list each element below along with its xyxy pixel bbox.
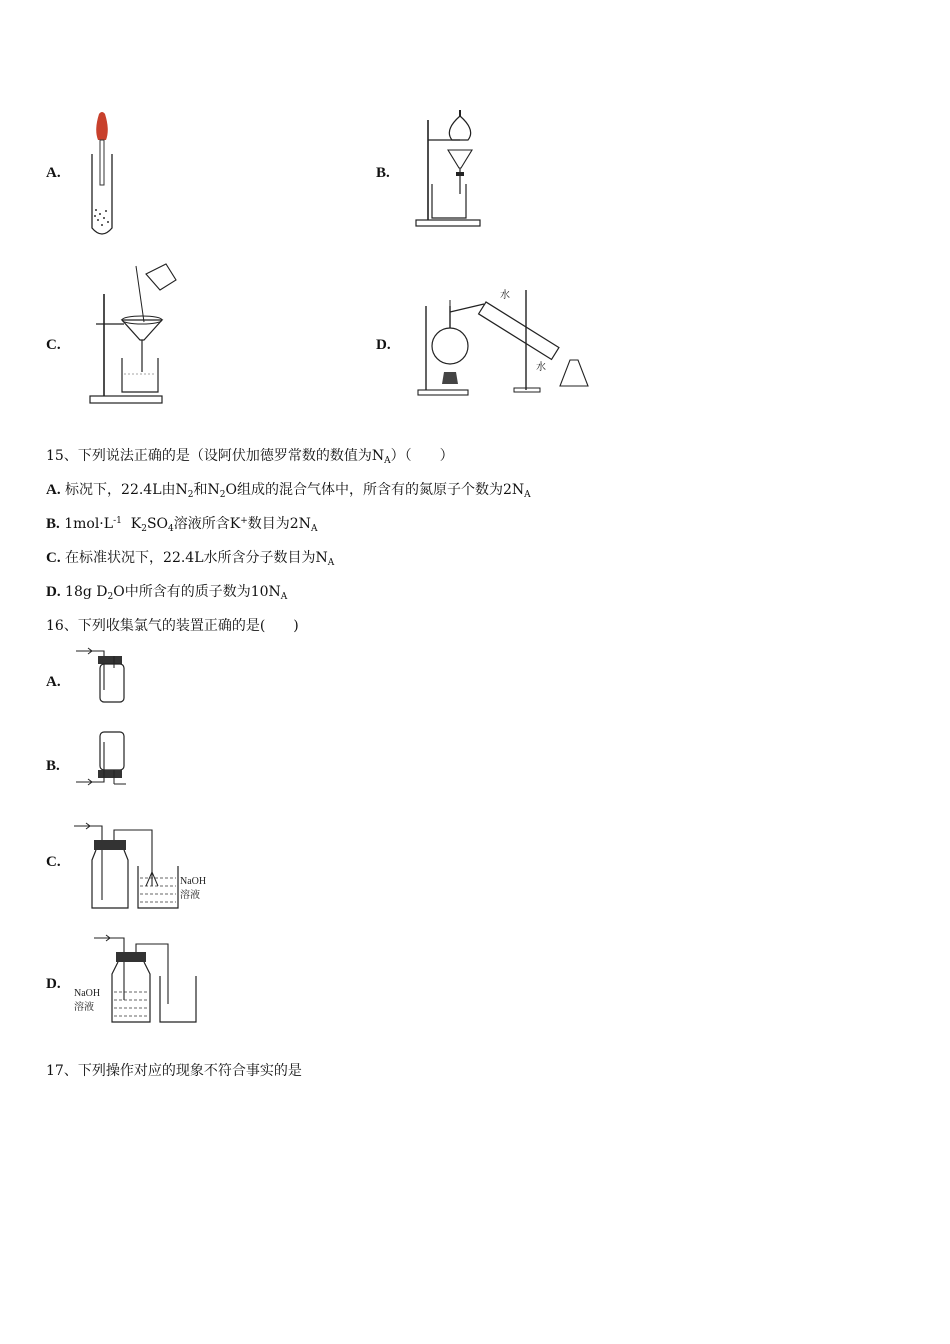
- side-arm: [450, 304, 484, 312]
- funnel-cone: [448, 150, 472, 168]
- stopper: [116, 952, 146, 962]
- water-outlet-label: 水: [536, 362, 546, 373]
- condenser: [479, 302, 559, 359]
- pouring-beaker: [146, 264, 176, 290]
- receiving-flask: [560, 360, 588, 386]
- stand-base: [416, 220, 480, 226]
- naoh-label: NaOH: [74, 988, 101, 999]
- filtration-figure: [88, 262, 178, 406]
- solid-sample: [94, 209, 109, 226]
- connecting-tube: [114, 830, 152, 886]
- distillation-figure: [414, 284, 594, 398]
- gas-bottle: [92, 850, 128, 908]
- q15-option-d: D. 18g $D_2O$中所含有的质子数为$10N_A$: [46, 584, 288, 602]
- bottle-with-naoh-absorber-figure: [74, 820, 224, 912]
- beaker: [160, 976, 196, 1022]
- stopper: [98, 770, 122, 778]
- rubber-bulb: [96, 112, 108, 140]
- q15-option-c: C. 在标准状况下，22.4L水所含分子数目为$N_A$: [46, 550, 335, 568]
- q16-option-c-label: C.: [46, 854, 61, 870]
- q14-option-a-label: A.: [46, 165, 61, 181]
- q16-option-a-label: A.: [46, 674, 61, 690]
- dropper-tube: [100, 140, 104, 185]
- q16-option-d-label: D.: [46, 976, 61, 992]
- solution-label: 溶液: [74, 1002, 94, 1013]
- separatory-funnel-figure: [414, 110, 484, 228]
- stopper: [98, 656, 122, 664]
- water-inlet-label: 水: [500, 290, 510, 301]
- naoh-bottle-with-beaker-figure: [72, 930, 206, 1026]
- stopper: [94, 840, 126, 850]
- receiving-beaker: [122, 358, 158, 392]
- q16-option-b-label: B.: [46, 758, 60, 774]
- naoh-label: NaOH: [180, 876, 207, 887]
- glass-rod: [136, 266, 144, 322]
- stand-base: [90, 396, 162, 403]
- q14-option-c-label: C.: [46, 337, 61, 353]
- dropper-test-tube-figure: [84, 110, 124, 238]
- burner: [442, 372, 458, 384]
- q14-option-b-label: B.: [376, 165, 390, 181]
- funnel-bulb: [449, 116, 470, 140]
- q15-option-a: A. 标况下，22.4L由$N_2$和$N_2O$组成的混合气体中，所含有的氮原子个数为$2N_A$: [46, 482, 531, 500]
- q15-option-b: B. $1mol\cdot L^{-1}$ $K_2SO_4$溶液所含K+数目为$2N_A$: [46, 516, 318, 534]
- base: [418, 390, 468, 395]
- q15-stem: 15、下列说法正确的是（设阿伏加德罗常数的数值为$N_A$）（ ）: [46, 448, 454, 466]
- q17-stem: 17、下列操作对应的现象不符合事实的是: [46, 1063, 302, 1079]
- q14-option-d-label: D.: [376, 337, 391, 353]
- upright-gas-bottle-figure: [74, 646, 130, 706]
- q16-stem: 16、下列收集氯气的装置正确的是( ): [46, 618, 299, 634]
- distilling-flask: [432, 328, 468, 364]
- solution-label: 溶液: [180, 890, 200, 901]
- beaker: [432, 184, 466, 218]
- inverted-gas-bottle-figure: [74, 728, 130, 790]
